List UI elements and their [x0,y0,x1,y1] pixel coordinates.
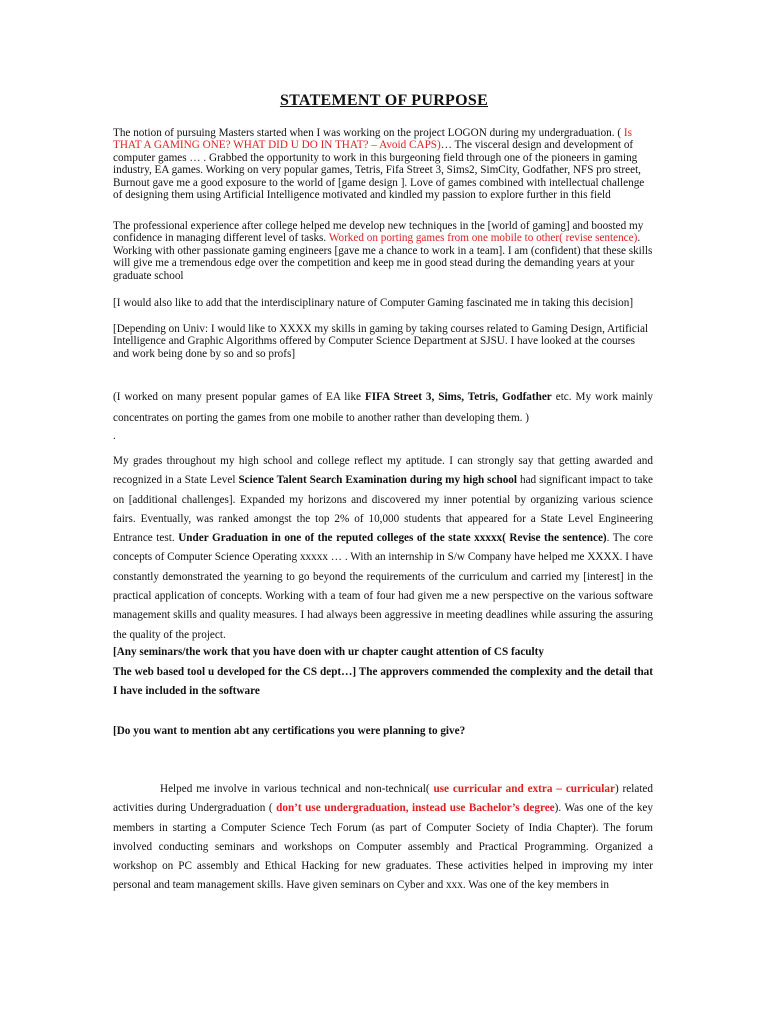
paragraph-text: The professional experience after college helped me develop new techniques in the [world of gaming] and boosted my confidence in managing different level of tasks. [113,220,644,245]
bold-phrase: Science Talent Search Examination during my high school [238,474,517,487]
note-line: The web based tool u developed for the CS dept…] The approvers commended the complexity and the detail that I have included in the software [113,665,653,697]
paragraph-text: . Working with other passionate gaming engineers [gave me a chance to work in a team]. I am (confident) that these skills will give me a tremendous edge over the competition and keep me in good stead during the demanding years at your graduate school [113,232,653,282]
paragraph-professional [113,220,653,282]
stray-dot: . [113,430,116,442]
paragraph-university: [Depending on Univ: I would like to XXXX my skills in gaming by taking courses related to Gaming Design, Artificial Intelligence and Graphic Algorithms offered by Computer Science Department at SJSU. I have looked at the courses and work being done by so and so profs] [113,323,649,360]
paragraph-activities [113,780,653,896]
reviewer-comment: Is THAT A GAMING ONE? WHAT DID U DO IN THAT? – Avoid CAPS) [113,127,632,152]
paragraph-text: ). Was one of the key members in starting a Computer Science Tech Forum (as part of Computer Society of India Chapter). The forum involved conducting seminars and workshops on Computer assembly and Practical Programming. Organized a workshop on PC assembly and Ethical Hacking for new graduates. These activities helped in improving my inter personal and team management skills. Have given seminars on Cyber and xxx. Was one of the key members in [113,802,653,892]
bold-phrase: Under Graduation in one of the reputed colleges of the state xxxxx( Revise the sentence) [178,532,607,545]
paragraph-academics [113,452,653,645]
paragraph-text: The notion of pursuing Masters started when I was working on the project LOGON during my undergraduation. ( [113,127,622,139]
paragraph-text: Helped me involve in various technical and non-technical( [160,783,434,795]
reviewer-comment: use curricular and extra – curricular [433,783,615,795]
paragraph-text: etc. My work mainly concentrates on porting the games from one mobile to another rather than developing them. ) [113,391,654,424]
paragraph-text: . The core concepts of Computer Science Operating xxxxx … . With an internship in S/w Company have helped me XXXX. I have constantly demonstrated the yearning to go beyond the requirements of the curriculum and carried my [interest] in the practical application of concepts. Working with a team of four had given me a new perspective on the various software management skills and quality measures. I had always been aggressive in meeting deadlines while assuring the assuring the quality of the project. [113,532,653,641]
paragraph-certifications-note: [Do you want to mention abt any certifications you were planning to give? [113,725,466,737]
paragraph-text: ) related activities during Undergraduation ( [113,783,653,815]
paragraph-interdisciplinary: [I would also like to add that the interdisciplinary nature of Computer Gaming fascinated me in taking this decision] [113,297,634,309]
paragraph-text: … The visceral design and development of computer games … . Grabbed the opportunity to work in this burgeoning field through one of the pioneers in gaming industry, EA games. Working on very popular games, Tetris, Fifa Street 3, Sims2, SimCity, Godfather, NFS pro street, Burnout gave me a good exposure to the world of [game design ]. Love of games combined with intellectual challenge of designing them using Artificial Intelligence motivated and kindled my passion to explore further in this field [113,139,645,202]
paragraph-text: had significant impact to take on [additional challenges]. Expanded my horizons and discovered my inner potential by organizing various science fairs. Eventually, was ranked amongst the top 2% of 10,000 students that appeared for a State Level Engineering Entrance test. [113,474,654,545]
paragraph-motivation [113,127,653,201]
page-title: STATEMENT OF PURPOSE [279,92,489,109]
reviewer-comment: Worked on porting games from one mobile to other( revise sentence) [328,232,638,245]
paragraph-text: My grades throughout my high school and college reflect my aptitude. I can strongly say that getting awarded and recognized in a State Level [113,455,653,487]
paragraph-seminars-note [113,643,653,702]
games-list: FIFA Street 3, Sims, Tetris, Godfather [364,391,552,403]
paragraph-ea-games [113,387,653,429]
paragraph-text: (I worked on many present popular games of EA like [113,391,365,403]
note-line: [Any seminars/the work that you have doen with ur chapter caught attention of CS faculty [113,646,544,658]
reviewer-comment: don’t use undergraduation, instead use Bachelor’s degree [276,802,555,815]
